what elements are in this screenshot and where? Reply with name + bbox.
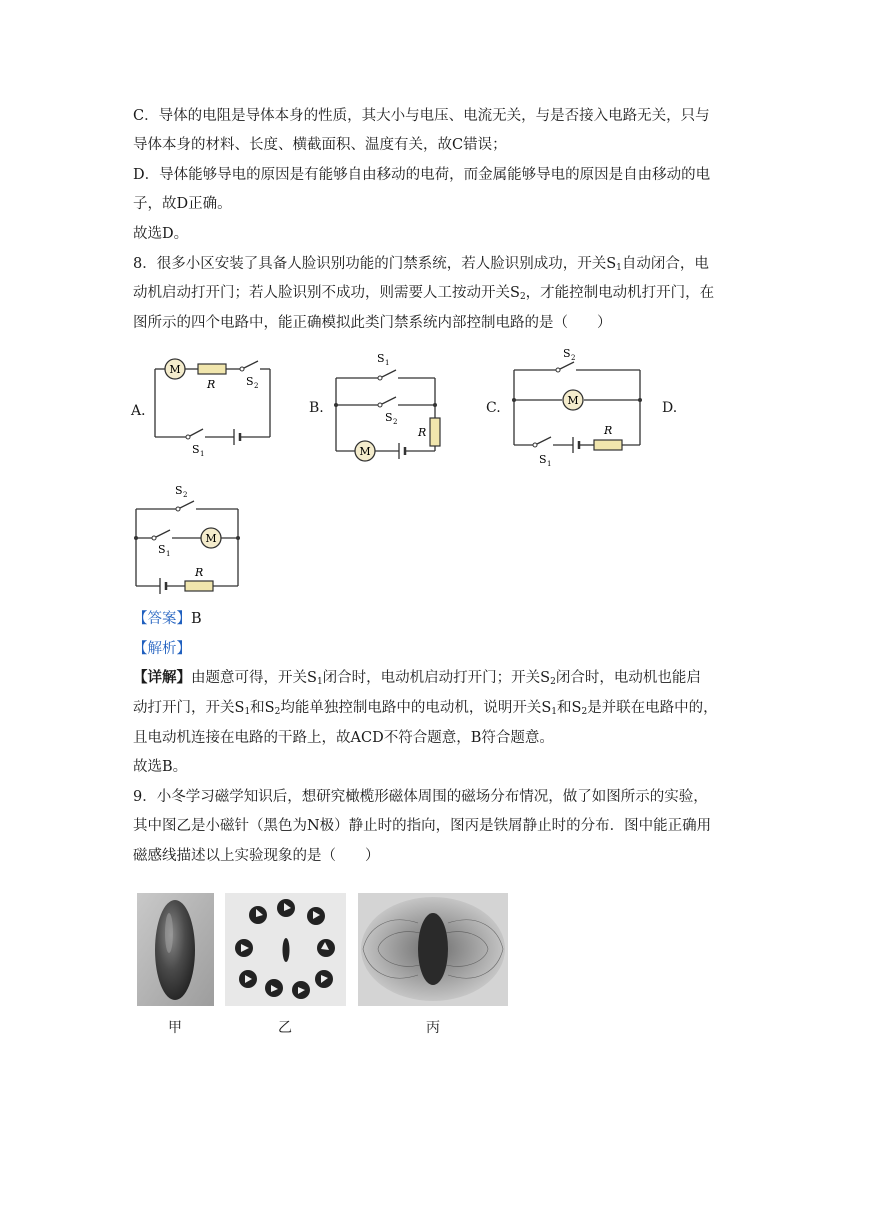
compass-needles-photo bbox=[225, 893, 346, 1006]
question-8-line: 动机启动打开门；若人脸识别不成功，则需要人工按动开关$S_2$，才能控制电动机打开门，在 bbox=[133, 285, 715, 302]
switch-label: S bbox=[563, 347, 571, 360]
switch-sub: 2 bbox=[571, 354, 576, 362]
analysis-tag: 【解析】 bbox=[133, 641, 191, 657]
switch-label: S bbox=[158, 543, 166, 556]
text-line: C．导体的电阻是导体本身的性质，其大小与电压、电流无关，与是否接入电路无关，只与 bbox=[133, 108, 710, 124]
switch-label: S bbox=[539, 453, 547, 466]
circuit-d-diagram bbox=[130, 480, 250, 595]
question-9-line: 9．小冬学习磁学知识后，想研究橄榄形磁体周围的磁场分布情况，做了如图所示的实验， bbox=[133, 789, 708, 805]
switch-sub: 2 bbox=[254, 382, 259, 390]
switch-label: S bbox=[246, 375, 254, 388]
option-c-label: C. bbox=[486, 400, 501, 416]
switch-label: S bbox=[175, 484, 183, 497]
resistor-label: R bbox=[418, 426, 427, 439]
circuit-b-diagram bbox=[330, 348, 450, 470]
motor-label: M bbox=[359, 445, 371, 458]
switch-sub: 1 bbox=[385, 359, 390, 367]
option-a-label: A． bbox=[131, 403, 156, 419]
detail-tag: 【详解】 bbox=[133, 669, 191, 686]
text-line: 子，故D正确。 bbox=[133, 196, 232, 212]
resistor-label: R bbox=[604, 424, 613, 437]
circuit-a-diagram bbox=[150, 355, 275, 465]
question-9-line: 磁感线描述以上实验现象的是（ ） bbox=[133, 848, 380, 864]
option-d-label: D. bbox=[662, 400, 678, 416]
detail-line: 【详解】由题意可得，开关$S_1$闭合时，电动机启动打开门；开关$S_2$闭合时，电动机也能启 bbox=[133, 669, 701, 687]
iron-filings-photo bbox=[358, 893, 508, 1006]
answer-line bbox=[133, 609, 202, 629]
motor-label: M bbox=[205, 532, 217, 545]
resistor-label: R bbox=[195, 566, 204, 579]
resistor-label: R bbox=[207, 378, 216, 391]
switch-label: S bbox=[385, 411, 393, 424]
motor-label: M bbox=[567, 394, 579, 407]
motor-label: M bbox=[169, 363, 181, 376]
switch-sub: 1 bbox=[166, 550, 171, 558]
switch-sub: 1 bbox=[200, 450, 205, 458]
question-8-line: 8．很多小区安装了具备人脸识别功能的门禁系统，若人脸识别成功，开关$S_1$自动闭合，电 bbox=[133, 256, 709, 273]
switch-sub: 1 bbox=[547, 460, 552, 468]
conclusion-line: 故选B。 bbox=[133, 759, 188, 775]
switch-sub: 2 bbox=[183, 491, 188, 499]
text-line: 故选D。 bbox=[133, 226, 189, 242]
switch-label: S bbox=[377, 352, 385, 365]
detail-line: 且电动机连接在电路的干路上，故ACD不符合题意，B符合题意。 bbox=[133, 730, 554, 746]
switch-sub: 2 bbox=[393, 418, 398, 426]
answer-value: B bbox=[191, 611, 202, 627]
caption-yi: 乙 bbox=[278, 1020, 292, 1036]
caption-jia: 甲 bbox=[168, 1020, 182, 1036]
olive-magnet-photo bbox=[137, 893, 214, 1006]
detail-line: 动打开门，开关$S_1$和$S_2$均能单独控制电路中的电动机，说明开关$S_1$和$S_2$是并联在电路中的， bbox=[133, 700, 718, 717]
caption-bing: 丙 bbox=[426, 1020, 440, 1036]
answer-tag: 【答案】 bbox=[133, 611, 191, 627]
text-line: 导体本身的材料、长度、横截面积、温度有关，故C错误； bbox=[133, 137, 507, 153]
circuit-c-diagram bbox=[508, 345, 648, 473]
question-8-line: 图所示的四个电路中，能正确模拟此类门禁系统内部控制电路的是（ ） bbox=[133, 315, 612, 331]
question-9-line: 其中图乙是小磁针（黑色为N极）静止时的指向，图丙是铁屑静止时的分布．图中能正确用 bbox=[133, 818, 712, 834]
text-line: D．导体能够导电的原因是有能够自由移动的电荷，而金属能够导电的原因是自由移动的电 bbox=[133, 167, 711, 183]
switch-label: S bbox=[192, 443, 200, 456]
option-b-label: B. bbox=[309, 400, 324, 416]
